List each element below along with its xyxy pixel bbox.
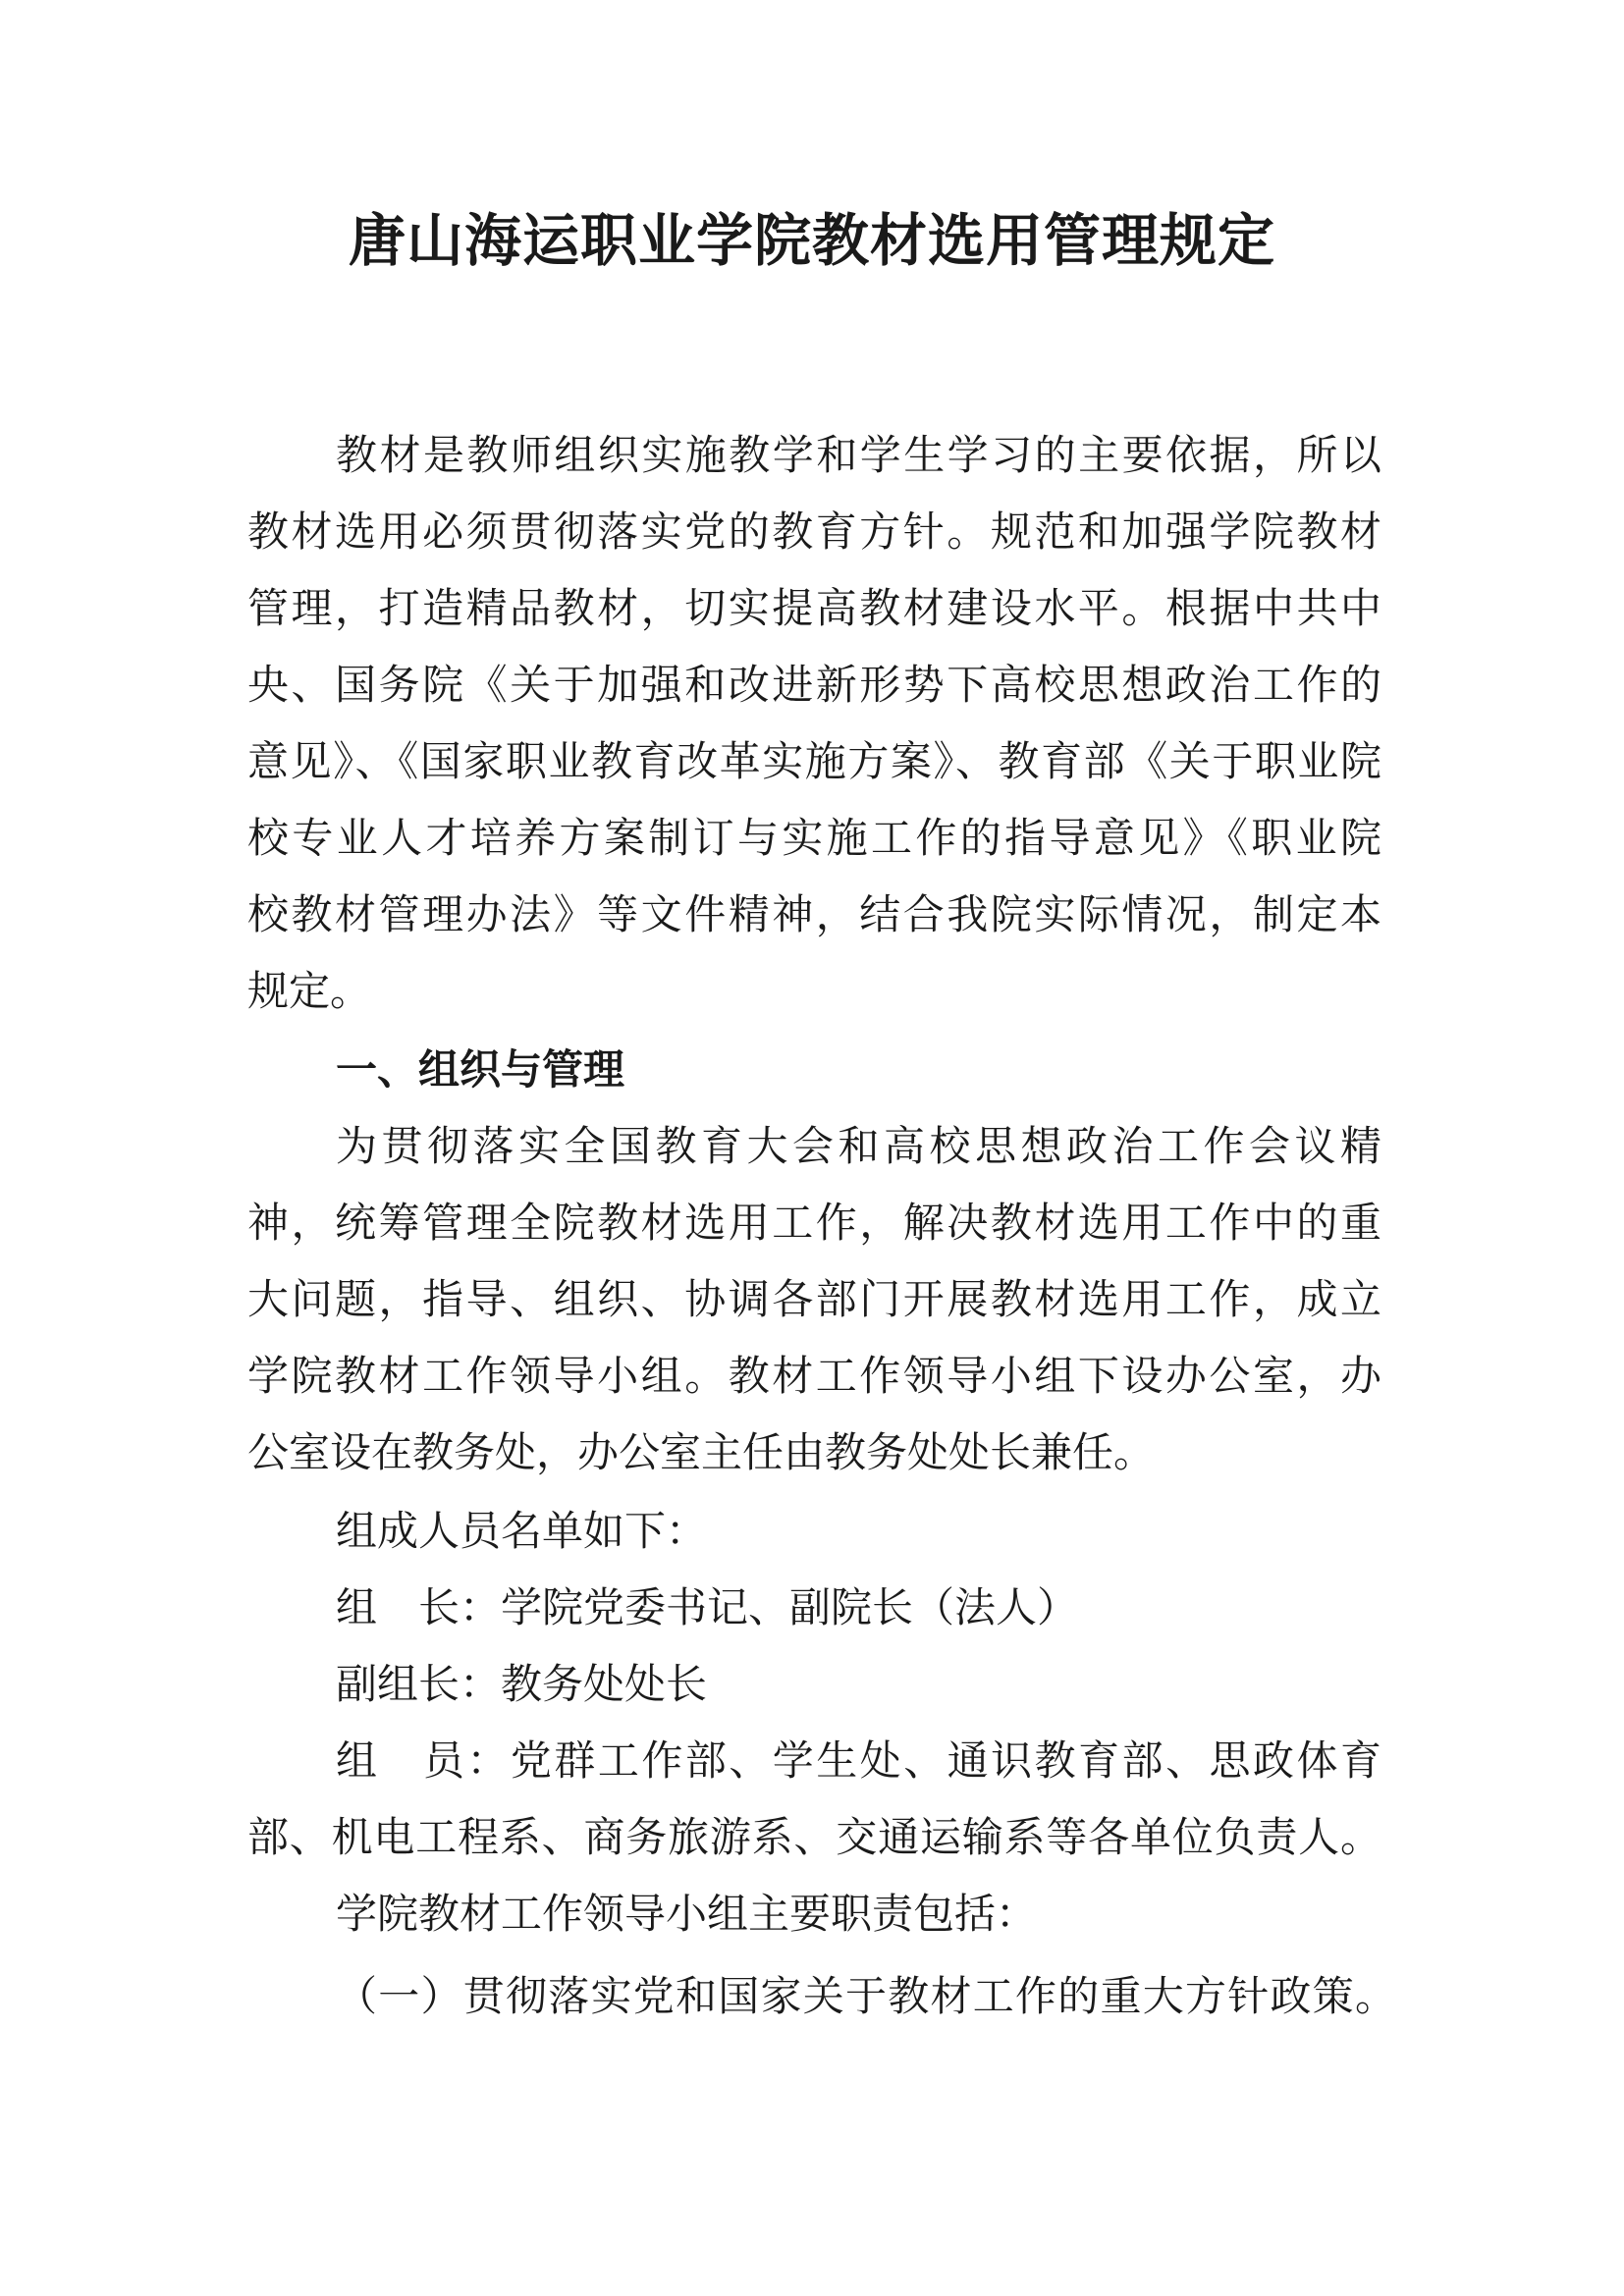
paragraph-line: 意见》、《国家职业教育改革实施方案》、教育部《关于职业院	[247, 737, 1381, 785]
paragraph-line: （一）贯彻落实党和国家关于教材工作的重大方针政策。	[336, 1972, 1396, 2020]
paragraph-line: 央、国务院《关于加强和改进新形势下高校思想政治工作的	[247, 661, 1381, 709]
paragraph-line: 规定。	[247, 967, 372, 1015]
paragraph-line: 大问题，指导、组织、协调各部门开展教材选用工作，成立	[247, 1275, 1381, 1323]
paragraph-line: 校专业人才培养方案制订与实施工作的指导意见》《职业院	[247, 814, 1381, 862]
paragraph-line: 校教材管理办法》等文件精神，结合我院实际情况，制定本	[247, 890, 1381, 938]
section-heading: 一、组织与管理	[336, 1045, 625, 1094]
paragraph-line: 为贯彻落实全国教育大会和高校思想政治工作会议精	[336, 1122, 1381, 1170]
paragraph-line: 部、机电工程系、商务旅游系、交通运输系等各单位负责人。	[247, 1813, 1381, 1861]
paragraph-line: 组成人员名单如下：	[336, 1507, 708, 1555]
document-title: 唐山海运职业学院教材选用管理规定	[348, 207, 1275, 274]
paragraph-line: 公室设在教务处，办公室主任由教务处处长兼任。	[247, 1428, 1156, 1476]
paragraph-line: 学院教材工作领导小组。教材工作领导小组下设办公室，办	[247, 1352, 1381, 1400]
paragraph-line: 组 长：学院党委书记、副院长（法人）	[336, 1583, 1079, 1631]
paragraph-line: 神，统筹管理全院教材选用工作，解决教材选用工作中的重	[247, 1199, 1381, 1247]
paragraph-line: 管理，打造精品教材，切实提高教材建设水平。根据中共中	[247, 584, 1381, 632]
paragraph-line: 教材选用必须贯彻落实党的教育方针。规范和加强学院教材	[247, 507, 1381, 556]
paragraph-line: 教材是教师组织实施教学和学生学习的主要依据，所以	[336, 431, 1381, 479]
paragraph-line: 组 员：党群工作部、学生处、通识教育部、思政体育	[336, 1736, 1381, 1785]
paragraph-line: 学院教材工作领导小组主要职责包括：	[336, 1890, 1038, 1938]
paragraph-line: 副组长：教务处处长	[336, 1660, 708, 1708]
